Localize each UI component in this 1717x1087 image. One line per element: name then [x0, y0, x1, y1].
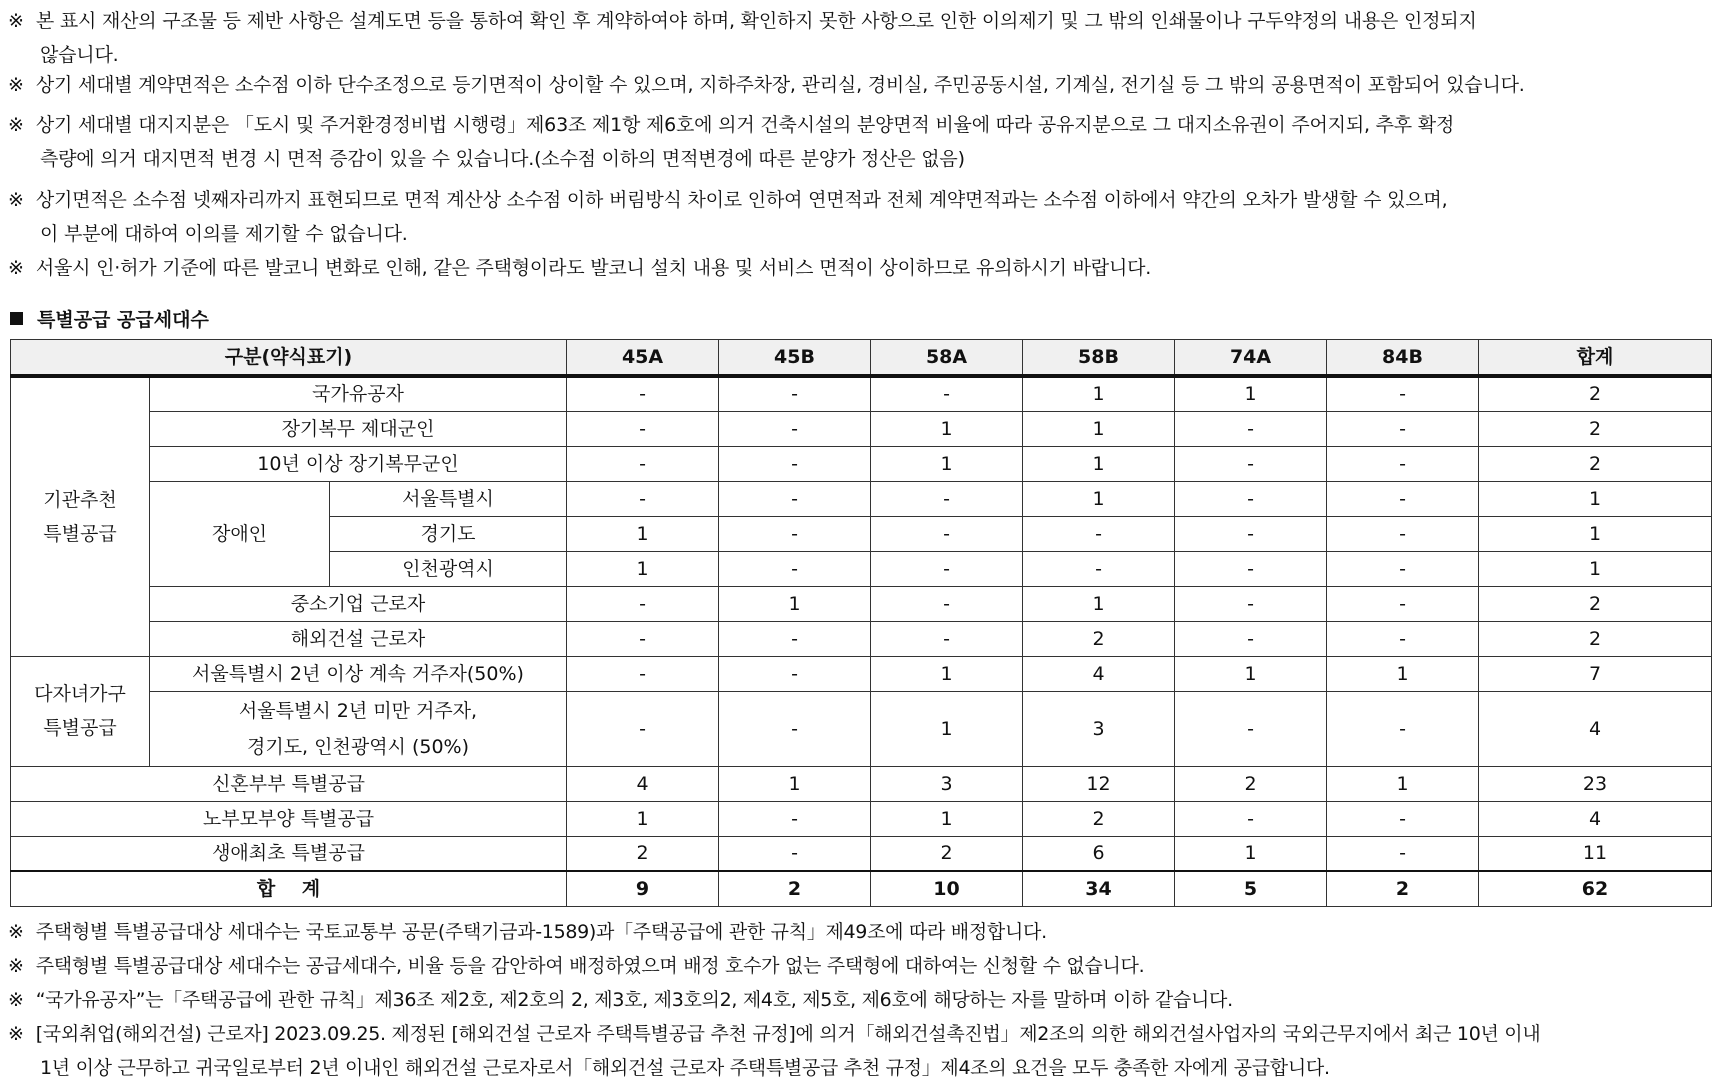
total-cell: 2 — [719, 871, 871, 906]
cell-total: 1 — [1479, 551, 1712, 586]
total-cell: 34 — [1023, 871, 1175, 906]
cell-total: 4 — [1479, 691, 1712, 766]
note-top-2: ※ 상기 세대별 계약면적은 소수점 이하 단수조정으로 등기면적이 상이할 수 있으며, 지하주차장, 관리실, 경비실, 주민공동시설, 기계실, 전기실 등 그 밖의 공용면적이 포함되어 있습니다. — [8, 74, 1525, 96]
cell: 1 — [1327, 766, 1479, 801]
cell: - — [719, 446, 871, 481]
cell: - — [1175, 551, 1327, 586]
cell: 1 — [871, 801, 1023, 836]
group-multichild: 다자녀가구 특별공급 — [11, 656, 150, 766]
table-row — [11, 376, 1712, 411]
cell: - — [871, 516, 1023, 551]
table-row — [11, 801, 1712, 836]
total-cell: 62 — [1479, 871, 1712, 906]
total-cell: 10 — [871, 871, 1023, 906]
cell: - — [1327, 836, 1479, 871]
cell: - — [1175, 411, 1327, 446]
cell: 1 — [567, 551, 719, 586]
header-type: 45B — [719, 340, 871, 377]
note-top-4: ※ 상기면적은 소수점 넷째자리까지 표현되므로 면적 계산상 소수점 이하 버림방식 차이로 인하여 연면적과 전체 계약면적과는 소수점 이하에서 약간의 오차가 발생할 수 있으며, 이 부분에 대하여 이의를 제기할 수 없습니다. — [8, 183, 1708, 251]
row-label: 서울특별시 2년 미만 거주자, 경기도, 인천광역시 (50%) — [150, 691, 567, 766]
cell: - — [871, 481, 1023, 516]
cell-total: 2 — [1479, 411, 1712, 446]
cell: 12 — [1023, 766, 1175, 801]
cell: - — [871, 551, 1023, 586]
note-text: 않습니다. — [40, 44, 119, 66]
cell: - — [1327, 801, 1479, 836]
header-type: 74A — [1175, 340, 1327, 377]
square-bullet-icon — [10, 312, 23, 325]
cell: 1 — [567, 801, 719, 836]
note-bottom-2: ※ 주택형별 특별공급대상 세대수는 공급세대수, 비율 등을 감안하여 배정하였으며 배정 호수가 없는 주택형에 대하여는 신청할 수 없습니다. — [8, 955, 1145, 977]
row-label: 경기도 — [330, 516, 567, 551]
cell-total: 11 — [1479, 836, 1712, 871]
row-label: 생애최초 특별공급 — [11, 836, 567, 871]
cell: 1 — [1175, 836, 1327, 871]
cell-total: 1 — [1479, 516, 1712, 551]
table-row — [11, 656, 1712, 691]
cell: - — [1023, 516, 1175, 551]
note-text: “국가유공자”는「주택공급에 관한 규칙」제36조 제2호, 제2호의 2, 제3호, 제3호의2, 제4호, 제5호, 제6호에 해당하는 자를 말하며 이하 같습니다. — [35, 989, 1233, 1011]
group-disabled: 장애인 — [150, 481, 330, 586]
cell: - — [1327, 411, 1479, 446]
header-type: 45A — [567, 340, 719, 377]
cell: - — [1327, 376, 1479, 411]
cell: 1 — [1327, 656, 1479, 691]
cell: - — [719, 551, 871, 586]
row-label: 해외건설 근로자 — [150, 621, 567, 656]
cell: 3 — [871, 766, 1023, 801]
cell: - — [567, 411, 719, 446]
cell-total: 23 — [1479, 766, 1712, 801]
note-text: 서울시 인·허가 기준에 따른 발코니 변화로 인해, 같은 주택형이라도 발코니 설치 내용 및 서비스 면적이 상이하므로 유의하시기 바랍니다. — [35, 257, 1152, 279]
cell: 6 — [1023, 836, 1175, 871]
note-text: 이 부분에 대하여 이의를 제기할 수 없습니다. — [40, 223, 408, 245]
note-text: 주택형별 특별공급대상 세대수는 국토교통부 공문(주택기금과-1589)과「주택공급에 관한 규칙」제49조에 따라 배정합니다. — [35, 921, 1047, 943]
row-label: 인천광역시 — [330, 551, 567, 586]
note-text: 1년 이상 근무하고 귀국일로부터 2년 이내인 해외건설 근로자로서「해외건설 근로자 주택특별공급 추천 규정」제4조의 요건을 모두 충족한 자에게 공급합니다. — [40, 1057, 1330, 1079]
note-text: 본 표시 재산의 구조물 등 제반 사항은 설계도면 등을 통하여 확인 후 계약하여야 하며, 확인하지 못한 사항으로 인한 이의제기 및 그 밖의 인쇄물이나 구두약정의 내용은 인정되지 — [35, 10, 1477, 32]
cell-total: 7 — [1479, 656, 1712, 691]
row-label: 중소기업 근로자 — [150, 586, 567, 621]
note-top-5: ※ 서울시 인·허가 기준에 따른 발코니 변화로 인해, 같은 주택형이라도 발코니 설치 내용 및 서비스 면적이 상이하므로 유의하시기 바랍니다. — [8, 257, 1152, 279]
note-bottom-4: ※ [국외취업(해외건설) 근로자] 2023.09.25. 제정된 [해외건설 근로자 주택특별공급 추천 규정]에 의거「해외건설촉진법」제2조의 의한 해외건설사업자의 국외근무지에서 최근 10년 이내 1년 이상 근무하고 귀국일로부터 2년 이내인 해외건설 근로자로서「해외건설 근로자 주택특별공급 추천 규정」제4조의 요건을 모두 충족한 자에게 공급합니다. — [8, 1017, 1708, 1085]
cell: - — [871, 621, 1023, 656]
cell-total: 4 — [1479, 801, 1712, 836]
note-text: 주택형별 특별공급대상 세대수는 공급세대수, 비율 등을 감안하여 배정하였으며 배정 호수가 없는 주택형에 대하여는 신청할 수 없습니다. — [35, 955, 1145, 977]
cell-total: 2 — [1479, 446, 1712, 481]
header-category: 구분(약식표기) — [11, 340, 567, 377]
cell: - — [719, 481, 871, 516]
note-bottom-3: ※ “국가유공자”는「주택공급에 관한 규칙」제36조 제2호, 제2호의 2, 제3호, 제3호의2, 제4호, 제5호, 제6호에 해당하는 자를 말하며 이하 같습니다. — [8, 989, 1233, 1011]
cell-total: 1 — [1479, 481, 1712, 516]
table-row — [11, 411, 1712, 446]
cell: 1 — [719, 586, 871, 621]
row-label: 서울특별시 2년 이상 계속 거주자(50%) — [150, 656, 567, 691]
cell: - — [1175, 446, 1327, 481]
cell: - — [1175, 481, 1327, 516]
cell: 1 — [1023, 376, 1175, 411]
cell-total: 2 — [1479, 621, 1712, 656]
cell: - — [1023, 551, 1175, 586]
row-label: 10년 이상 장기복무군인 — [150, 446, 567, 481]
cell: - — [719, 656, 871, 691]
table-row — [11, 766, 1712, 801]
cell: 1 — [1023, 411, 1175, 446]
cell: 3 — [1023, 691, 1175, 766]
cell: - — [567, 586, 719, 621]
cell: 1 — [1023, 446, 1175, 481]
table-total-row — [11, 871, 1712, 906]
cell: 2 — [1023, 801, 1175, 836]
cell: 1 — [567, 516, 719, 551]
table-row — [11, 586, 1712, 621]
cell: 1 — [871, 691, 1023, 766]
table-row — [11, 836, 1712, 871]
cell: - — [871, 376, 1023, 411]
note-top-1: ※ 본 표시 재산의 구조물 등 제반 사항은 설계도면 등을 통하여 확인 후 계약하여야 하며, 확인하지 못한 사항으로 인한 이의제기 및 그 밖의 인쇄물이나 구두약정의 내용은 인정되지 않습니다. — [8, 4, 1708, 72]
section-title: 특별공급 공급세대수 — [10, 305, 209, 335]
cell: - — [1327, 481, 1479, 516]
header-total: 합계 — [1479, 340, 1712, 377]
cell: - — [719, 691, 871, 766]
row-label: 노부모부양 특별공급 — [11, 801, 567, 836]
row-label: 국가유공자 — [150, 376, 567, 411]
note-top-3: ※ 상기 세대별 대지지분은 「도시 및 주거환경정비법 시행령」제63조 제1항 제6호에 의거 건축시설의 분양면적 비율에 따라 공유지분으로 그 대지소유권이 주어지되, 추후 확정 측량에 의거 대지면적 변경 시 면적 증감이 있을 수 있습니다.(소수점 이하의 면적변경에 따른 분양가 정산은 없음) — [8, 108, 1708, 176]
cell: 1 — [871, 411, 1023, 446]
cell: - — [1175, 621, 1327, 656]
note-text: 상기면적은 소수점 넷째자리까지 표현되므로 면적 계산상 소수점 이하 버림방식 차이로 인하여 연면적과 전체 계약면적과는 소수점 이하에서 약간의 오차가 발생할 수 있으며, — [35, 189, 1448, 211]
total-cell: 5 — [1175, 871, 1327, 906]
cell: - — [871, 586, 1023, 621]
cell: - — [1327, 621, 1479, 656]
row-label: 신혼부부 특별공급 — [11, 766, 567, 801]
table-row — [11, 481, 1712, 516]
cell: 1 — [1175, 656, 1327, 691]
table-row — [11, 621, 1712, 656]
note-text: 측량에 의거 대지면적 변경 시 면적 증감이 있을 수 있습니다.(소수점 이하의 면적변경에 따른 분양가 정산은 없음) — [40, 148, 965, 170]
header-type: 58A — [871, 340, 1023, 377]
header-type: 84B — [1327, 340, 1479, 377]
cell: 1 — [871, 446, 1023, 481]
cell: - — [719, 411, 871, 446]
cell: 1 — [719, 766, 871, 801]
cell: - — [1327, 691, 1479, 766]
cell: - — [1175, 516, 1327, 551]
cell: - — [719, 516, 871, 551]
cell: - — [567, 656, 719, 691]
cell: - — [1175, 691, 1327, 766]
total-cell: 2 — [1327, 871, 1479, 906]
cell: - — [719, 836, 871, 871]
cell: 4 — [567, 766, 719, 801]
note-text: 상기 세대별 대지지분은 「도시 및 주거환경정비법 시행령」제63조 제1항 제6호에 의거 건축시설의 분양면적 비율에 따라 공유지분으로 그 대지소유권이 주어지되, 추후 확정 — [35, 114, 1455, 136]
cell: 2 — [871, 836, 1023, 871]
cell: 1 — [1023, 481, 1175, 516]
cell: 2 — [1023, 621, 1175, 656]
cell: - — [1327, 551, 1479, 586]
cell: 2 — [567, 836, 719, 871]
row-label: 서울특별시 — [330, 481, 567, 516]
cell: 1 — [1175, 376, 1327, 411]
header-type: 58B — [1023, 340, 1175, 377]
total-label: 합 계 — [11, 871, 567, 906]
cell: - — [1175, 586, 1327, 621]
table-header-row — [11, 340, 1712, 377]
note-text: 상기 세대별 계약면적은 소수점 이하 단수조정으로 등기면적이 상이할 수 있으며, 지하주차장, 관리실, 경비실, 주민공동시설, 기계실, 전기실 등 그 밖의 공용면적이 포함되어 있습니다. — [35, 74, 1525, 96]
cell-total: 2 — [1479, 586, 1712, 621]
cell: - — [567, 481, 719, 516]
cell: 2 — [1175, 766, 1327, 801]
cell: - — [719, 376, 871, 411]
cell: - — [567, 446, 719, 481]
cell: - — [1327, 446, 1479, 481]
cell: - — [567, 621, 719, 656]
special-supply-table — [10, 339, 1712, 907]
cell: - — [1175, 801, 1327, 836]
cell: 4 — [1023, 656, 1175, 691]
group-institution: 기관추천 특별공급 — [11, 376, 150, 656]
cell: - — [1327, 586, 1479, 621]
cell-total: 2 — [1479, 376, 1712, 411]
cell: - — [1327, 516, 1479, 551]
cell: - — [567, 691, 719, 766]
cell: - — [719, 621, 871, 656]
cell: - — [719, 801, 871, 836]
table-row — [11, 446, 1712, 481]
cell: 1 — [1023, 586, 1175, 621]
row-label: 장기복무 제대군인 — [150, 411, 567, 446]
note-bottom-1: ※ 주택형별 특별공급대상 세대수는 국토교통부 공문(주택기금과-1589)과「주택공급에 관한 규칙」제49조에 따라 배정합니다. — [8, 921, 1047, 943]
cell: 1 — [871, 656, 1023, 691]
cell: - — [567, 376, 719, 411]
total-cell: 9 — [567, 871, 719, 906]
table-row — [11, 691, 1712, 766]
note-text: [국외취업(해외건설) 근로자] 2023.09.25. 제정된 [해외건설 근로자 주택특별공급 추천 규정]에 의거「해외건설촉진법」제2조의 의한 해외건설사업자의 국외근무지에서 최근 10년 이내 — [35, 1023, 1541, 1045]
